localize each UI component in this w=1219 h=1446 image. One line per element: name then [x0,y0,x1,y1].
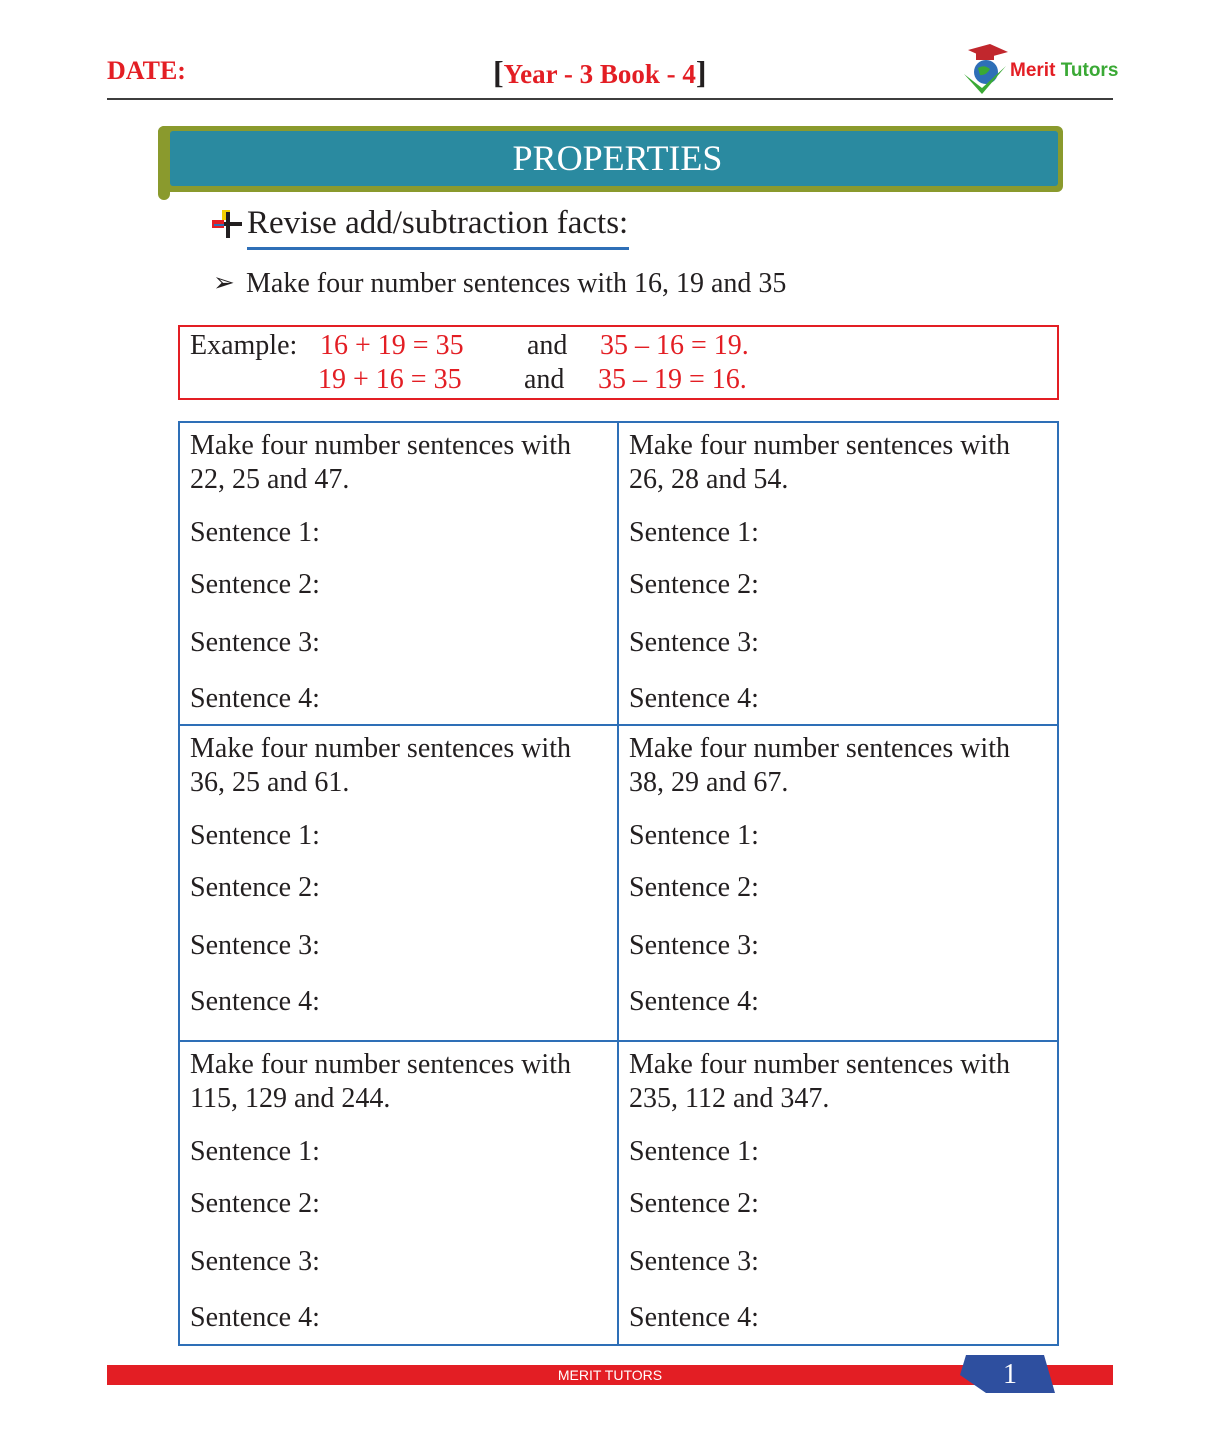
sentence-2-label: Sentence 2: [629,1188,759,1219]
sentence-3-label: Sentence 3: [190,1246,320,1277]
date-label: DATE: [107,56,186,85]
page-number: 1 [1003,1359,1017,1390]
revise-underline [247,247,629,250]
example-row1-equation1: 16 + 19 = 35 [320,330,464,361]
exercise-cell [190,1043,610,1353]
sentence-4-label: Sentence 4: [190,1302,320,1333]
sentence-1-label: Sentence 1: [629,820,759,851]
exercise-prompt: Make four number sentences with 115, 129 and 244. [190,1049,571,1114]
footer-label: MERIT TUTORS [557,1367,663,1383]
sentence-4-label: Sentence 4: [629,1302,759,1333]
book-title [493,54,707,91]
sentence-1-label: Sentence 1: [190,517,320,548]
exercise-prompt: Make four number sentences with 38, 29 and 67. [629,733,1010,798]
sentence-2-label: Sentence 2: [629,569,759,600]
exercise-prompt: Make four number sentences with 22, 25 and 47. [190,430,571,495]
merit-tutors-logo [960,42,1120,98]
header-divider [107,98,1113,100]
sentence-2-label: Sentence 2: [190,569,320,600]
instruction-text: Make four number sentences with 16, 19 and 35 [246,268,787,299]
exercise-prompt: Make four number sentences with 26, 28 and 54. [629,430,1010,495]
sentence-3-label: Sentence 3: [629,627,759,658]
sentence-2-label: Sentence 2: [190,872,320,903]
example-row1-and: and [527,330,568,361]
example-row2-equation1: 19 + 16 = 35 [318,364,462,395]
book-label: Year - 3 Book - 4 [503,59,696,89]
exercise-cell [629,424,1049,734]
exercise-cell [629,1043,1049,1353]
example-row2-equation2: 35 – 19 = 16. [598,364,747,395]
exercise-prompt: Make four number sentences with 36, 25 and 61. [190,733,571,798]
revise-heading: Revise add/subtraction facts: [247,205,629,241]
page-title: PROPERTIES [512,138,723,178]
exercise-cell [190,424,610,734]
bracket-close: ] [695,54,707,90]
grid-row-divider [178,1040,1059,1042]
sentence-2-label: Sentence 2: [190,1188,320,1219]
example-label: Example: [190,330,298,361]
sentence-2-label: Sentence 2: [629,872,759,903]
exercise-prompt: Make four number sentences with 235, 112 and 347. [629,1049,1010,1114]
sentence-1-label: Sentence 1: [190,820,320,851]
example-row1-equation2: 35 – 16 = 19. [600,330,749,361]
sentence-3-label: Sentence 3: [629,930,759,961]
sentence-4-label: Sentence 4: [629,986,759,1017]
sentence-1-label: Sentence 1: [629,517,759,548]
arrow-bullet-icon: ➢ [213,268,235,298]
sentence-3-label: Sentence 3: [190,627,320,658]
sentence-1-label: Sentence 1: [190,1136,320,1167]
logo-text: Merit Tutors [1010,60,1119,81]
sentence-4-label: Sentence 4: [190,986,320,1017]
sentence-4-label: Sentence 4: [190,683,320,714]
exercise-cell [190,727,610,1037]
sentence-1-label: Sentence 1: [629,1136,759,1167]
sentence-3-label: Sentence 3: [629,1246,759,1277]
exercise-cell [629,727,1049,1037]
example-row2-and: and [524,364,565,395]
graduation-globe-icon [960,42,1010,98]
plus-bullet-icon [212,210,244,238]
grid-column-divider [617,421,619,1346]
sentence-4-label: Sentence 4: [629,683,759,714]
sentence-3-label: Sentence 3: [190,930,320,961]
bracket-open: [ [493,54,504,90]
